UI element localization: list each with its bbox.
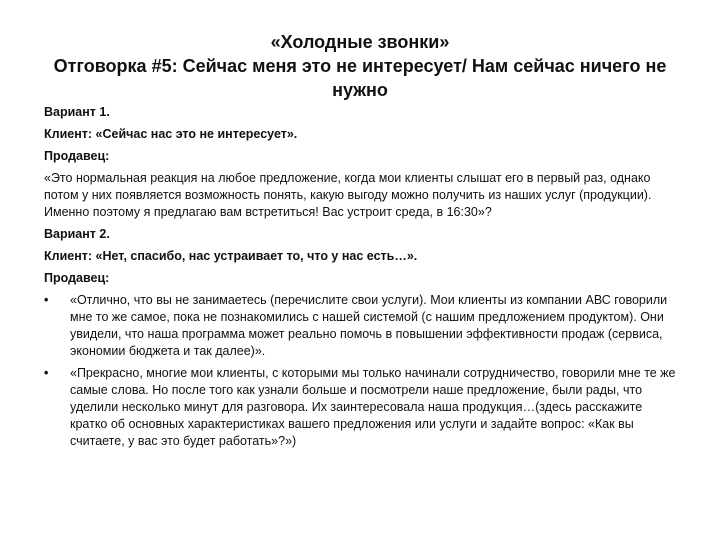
variant-2-seller-label: Продавец:	[44, 271, 110, 285]
variant-1-client-text: «Сейчас нас это не интересует».	[92, 127, 298, 141]
bullet-icon: •	[44, 293, 49, 307]
variant-1-seller-label: Продавец:	[44, 149, 110, 163]
variant-1-heading: Вариант 1.	[44, 105, 110, 119]
variant-1-seller-text: «Это нормальная реакция на любое предложение, когда мои клиенты слышат его в первый раз, однако потом у них появляется возможность понять, какую выгоду можно получить из наших услуг (продукции). Именно поэтому я предлагаю вам встретиться! Вас устроит среда, в 16:30»?	[44, 171, 652, 219]
bullet-text-1: «Отлично, что вы не занимаетесь (перечислите свои услуги). Мои клиенты из компании АВС говорили мне то же самое, пока не познакомились с нашей системой (с нашим предложением продуктом). Они увидели, что наша программа может реально помочь в повышении эффективности продаж (сервиса, экономии бюджета и так далее)».	[70, 293, 668, 358]
variant-2-client-text: «Нет, спасибо, нас устраивает то, что у нас есть…».	[92, 249, 418, 263]
slide-title	[40, 30, 680, 102]
variant-1-client-line	[44, 126, 680, 143]
list-item	[44, 365, 680, 450]
bullet-text-2: «Прекрасно, многие мои клиенты, с которыми мы только начинали сотрудничество, говорили мне те же самые слова. Но после того как узнали больше и посмотрели наше предложение, были рады, что уделили несколько минут для разговора. Их заинтересовала наша продукция…(здесь расскажите кратко об основных характеристиках вашего предложения или услуги и задайте вопрос: «Как вы считаете, у вас это будет работать»?»)	[70, 366, 676, 448]
bullet-icon: •	[44, 366, 49, 380]
list-item	[44, 292, 680, 360]
variant-2-client-line	[44, 248, 680, 265]
variant-2-seller-bullets	[44, 292, 680, 450]
title-line-2: Отговорка #5: Сейчас меня это не интересует/ Нам сейчас ничего не нужно	[53, 56, 667, 100]
variant-2-client-label: Клиент:	[44, 249, 93, 263]
title-line-1: «Холодные звонки»	[270, 32, 450, 52]
variant-2-heading: Вариант 2.	[44, 227, 110, 241]
slide-body	[44, 104, 680, 455]
variant-1-client-label: Клиент:	[44, 127, 93, 141]
